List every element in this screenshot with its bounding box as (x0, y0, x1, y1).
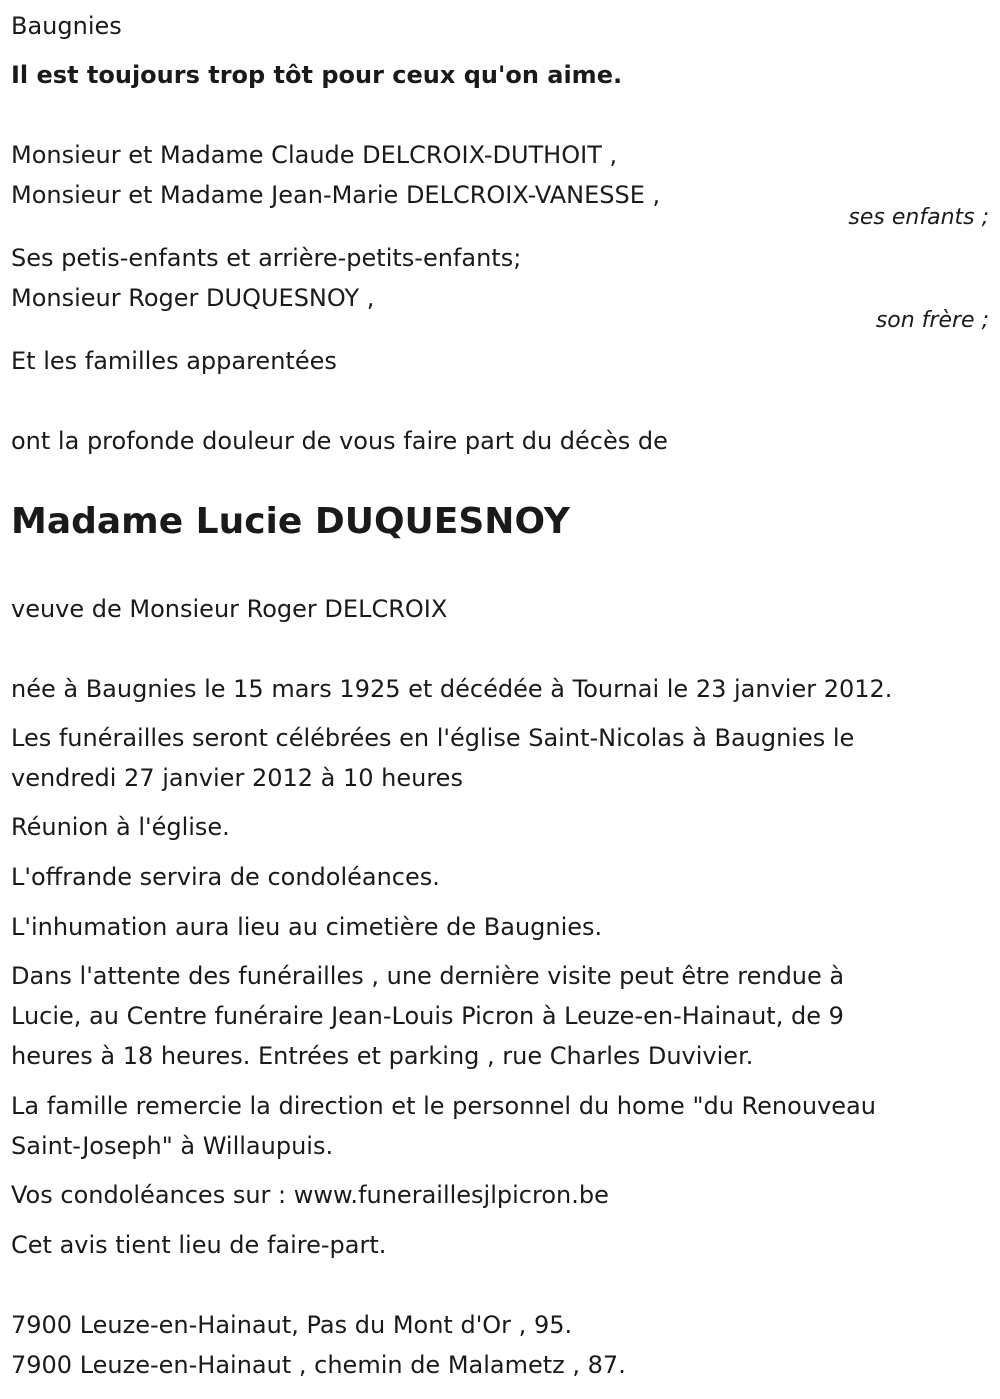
thanks-line-2: Saint-Joseph" à Willaupuis. (11, 1132, 334, 1160)
burial-line: L'inhumation aura lieu au cimetière de Baugnies. (11, 913, 603, 941)
offering-line: L'offrande servira de condoléances. (11, 863, 440, 891)
brother-role: son frère ; (875, 308, 989, 333)
thanks-line-1: La famille remercie la direction et le personnel du home "du Renouveau (11, 1092, 876, 1120)
funeral-line-1: Les funérailles seront célébrées en l'église Saint-Nicolas à Baugnies le (11, 724, 855, 752)
address-line-2: 7900 Leuze-en-Hainaut , chemin de Malametz , 87. (11, 1351, 626, 1379)
notice-line: Cet avis tient lieu de faire-part. (11, 1231, 387, 1259)
place-name: Baugnies (11, 12, 122, 40)
announcement-intro: ont la profonde douleur de vous faire part du décès de (11, 427, 668, 455)
address-line-1: 7900 Leuze-en-Hainaut, Pas du Mont d'Or , 95. (11, 1311, 573, 1339)
meeting-line: Réunion à l'église. (11, 813, 230, 841)
grandchildren-line: Ses petis-enfants et arrière-petits-enfants; (11, 244, 522, 272)
visit-line-3: heures à 18 heures. Entrées et parking , rue Charles Duvivier. (11, 1042, 754, 1070)
visit-line-2: Lucie, au Centre funéraire Jean-Louis Picron à Leuze-en-Hainaut, de 9 (11, 1002, 844, 1030)
child-line-2: Monsieur et Madame Jean-Marie DELCROIX-VANESSE , (11, 181, 661, 209)
children-role: ses enfants ; (848, 205, 989, 230)
funeral-line-2: vendredi 27 janvier 2012 à 10 heures (11, 764, 463, 792)
widow-of-line: veuve de Monsieur Roger DELCROIX (11, 595, 448, 623)
child-line-1: Monsieur et Madame Claude DELCROIX-DUTHOIT , (11, 141, 618, 169)
relatives-line: Et les familles apparentées (11, 347, 337, 375)
motto: Il est toujours trop tôt pour ceux qu'on aime. (11, 61, 623, 89)
condolences-line: Vos condoléances sur : www.funeraillesjlpicron.be (11, 1181, 609, 1209)
birth-death-line: née à Baugnies le 15 mars 1925 et décédée à Tournai le 23 janvier 2012. (11, 675, 893, 703)
visit-line-1: Dans l'attente des funérailles , une dernière visite peut être rendue à (11, 962, 845, 990)
brother-line: Monsieur Roger DUQUESNOY , (11, 284, 375, 312)
deceased-name: Madame Lucie DUQUESNOY (11, 501, 570, 542)
